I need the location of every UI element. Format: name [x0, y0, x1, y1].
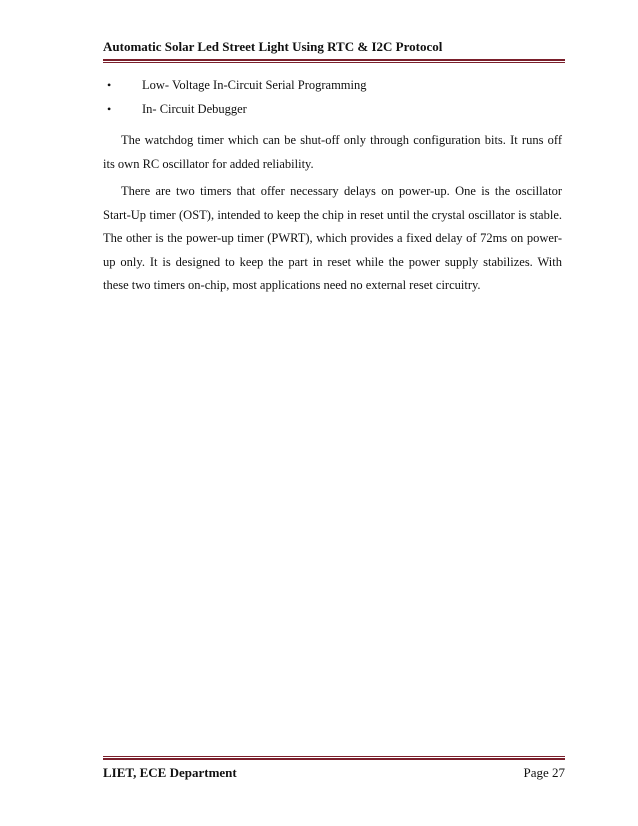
list-item: [103, 100, 565, 124]
list-item-text: In- Circuit Debugger: [142, 102, 247, 116]
footer-department: LIET, ECE Department: [103, 765, 237, 780]
header-divider: [103, 59, 565, 63]
page-header-title: Automatic Solar Led Street Light Using RTC & I2C Protocol: [103, 39, 443, 54]
paragraph-power-up-timers: There are two timers that offer necessary delays on power-up. One is the oscillator Start-Up timer (OST), intended to keep the chip in reset until the crystal oscillator is stable. The other is the power-up timer (PWRT), which provides a fixed delay of 72ms on power-up only. It is designed to keep the part in reset while the power supply stabilizes. With these two timers on-chip, most applications need no external reset circuitry.: [103, 184, 562, 292]
list-item-text: Low- Voltage In-Circuit Serial Programming: [142, 78, 367, 92]
paragraph-watchdog-timer: The watchdog timer which can be shut-off only through configuration bits. It runs off its own RC oscillator for added reliability.: [103, 133, 562, 171]
bullet-marker-icon: •: [107, 102, 112, 116]
feature-list: [103, 76, 565, 124]
footer-divider: [103, 756, 565, 760]
page-number: Page 27: [523, 765, 565, 780]
bullet-marker-icon: •: [107, 78, 112, 92]
list-item: [103, 76, 565, 100]
